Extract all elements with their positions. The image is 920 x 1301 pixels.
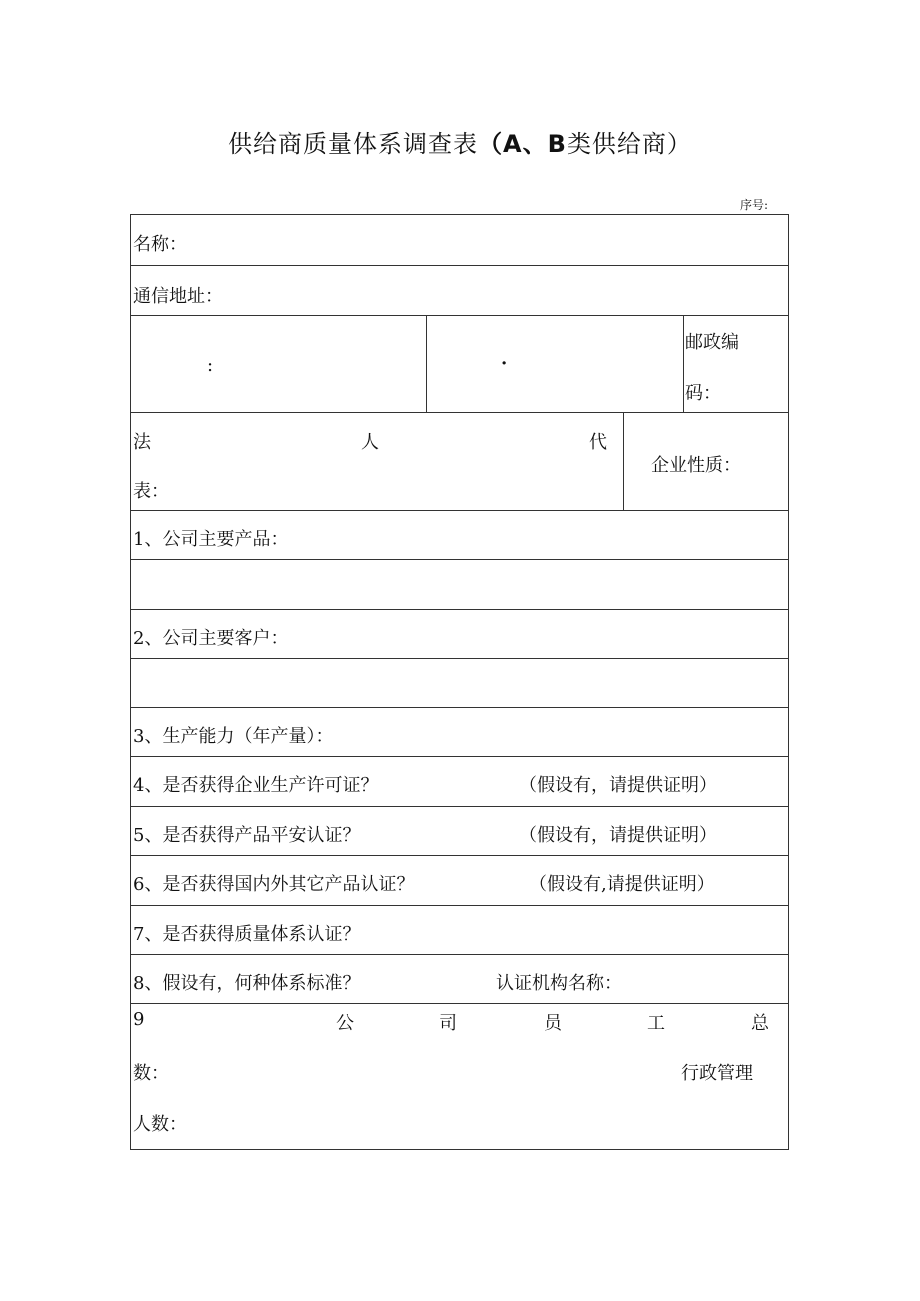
admin-staff-count-label: 人数： bbox=[133, 1114, 187, 1135]
q9-char: 公 bbox=[336, 1013, 354, 1034]
legal-rep-row bbox=[131, 413, 788, 511]
total-staff-label: 数： bbox=[133, 1063, 169, 1084]
address-row[interactable] bbox=[131, 266, 788, 316]
admin-staff-label: 行政管理 bbox=[681, 1063, 753, 1084]
q9-char: 总 bbox=[751, 1013, 769, 1034]
q2-answer-row[interactable] bbox=[131, 659, 788, 708]
legal-rep-char: 法 bbox=[133, 432, 151, 453]
address-detail-row bbox=[131, 316, 788, 413]
enterprise-nature-label[interactable]: 企业性质： bbox=[651, 455, 741, 476]
cert-body-label: 认证机构名称： bbox=[496, 973, 622, 994]
q5-label: 5、是否获得产品平安认证？ bbox=[133, 825, 361, 846]
q2-label: 2、公司主要客户： bbox=[133, 628, 289, 649]
divider bbox=[683, 316, 684, 412]
q9-row[interactable] bbox=[131, 1004, 788, 1150]
serial-number-label: 序号: bbox=[740, 198, 769, 212]
survey-form bbox=[130, 214, 789, 1150]
legal-rep-char: 人 bbox=[361, 432, 379, 453]
q8-row[interactable] bbox=[131, 955, 788, 1004]
q1-answer-row[interactable] bbox=[131, 560, 788, 610]
q8-label: 8、假设有，何种体系标准？ bbox=[133, 973, 361, 994]
q6-note: （假设有,请提供证明） bbox=[529, 874, 715, 895]
q7-label: 7、是否获得质量体系认证？ bbox=[133, 924, 361, 945]
divider bbox=[426, 316, 427, 412]
q2-row bbox=[131, 610, 788, 659]
q9-char: 员 bbox=[544, 1013, 562, 1034]
page-title: 供给商质量体系调查表（A、B类供给商） bbox=[228, 130, 692, 158]
legal-rep-char: 代 bbox=[589, 432, 607, 453]
address-dot: · bbox=[501, 353, 508, 374]
legal-rep-label[interactable]: 表： bbox=[133, 481, 169, 502]
q4-note: （假设有，请提供证明） bbox=[519, 775, 717, 796]
q5-row[interactable] bbox=[131, 807, 788, 856]
q6-label: 6、是否获得国内外其它产品认证？ bbox=[133, 874, 415, 895]
q1-row bbox=[131, 511, 788, 560]
q4-label: 4、是否获得企业生产许可证？ bbox=[133, 775, 379, 796]
name-label: 名称： bbox=[133, 234, 187, 255]
address-colon: : bbox=[207, 355, 214, 376]
q5-note: （假设有，请提供证明） bbox=[519, 825, 717, 846]
q4-row[interactable] bbox=[131, 757, 788, 807]
q6-row[interactable] bbox=[131, 856, 788, 906]
divider bbox=[623, 413, 624, 510]
q3-label: 3、生产能力（年产量）： bbox=[133, 726, 334, 747]
address-label: 通信地址： bbox=[133, 286, 223, 307]
q9-char: 工 bbox=[647, 1013, 665, 1034]
q7-row[interactable] bbox=[131, 906, 788, 955]
postcode-label-line1: 邮政编 bbox=[685, 332, 739, 353]
name-row[interactable] bbox=[131, 215, 788, 266]
q9-number: 9 bbox=[133, 1009, 145, 1030]
q9-char: 司 bbox=[439, 1013, 457, 1034]
postcode-label-line2[interactable]: 码： bbox=[685, 383, 721, 404]
q3-row[interactable] bbox=[131, 708, 788, 757]
q1-label: 1、公司主要产品： bbox=[133, 529, 289, 550]
